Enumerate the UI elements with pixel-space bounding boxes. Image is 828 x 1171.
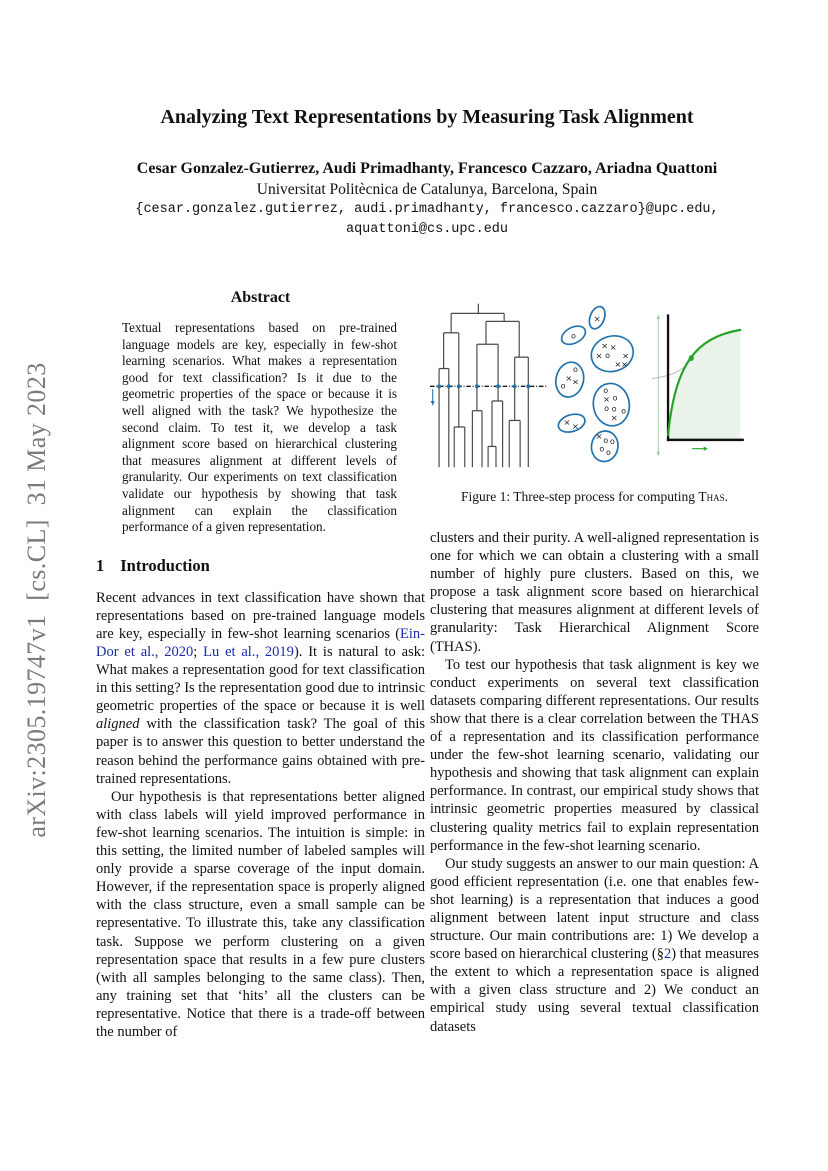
svg-text:×: × [601, 340, 609, 351]
caption-text: Figure 1: Three-step process for computing [460, 489, 699, 504]
svg-text:o: o [609, 437, 615, 447]
svg-text:×: × [571, 420, 579, 431]
svg-text:×: × [603, 394, 611, 405]
svg-text:o: o [603, 436, 609, 446]
abstract-heading: Abstract [230, 289, 291, 306]
emails-line-1: {cesar.gonzalez.gutierrez, audi.primadhanty, francesco.cazzaro}@upc.edu, [135, 202, 719, 217]
arxiv-watermark: arXiv:2305.19747v1 [cs.CL] 31 May 2023 [22, 362, 51, 838]
svg-text:o: o [572, 365, 578, 374]
text-run: ) that measures the extent to which a representation space is aligned with a given class structure and 2) We conduct an empirical study using several textual classification datasets [430, 946, 759, 1035]
svg-text:×: × [595, 431, 603, 442]
svg-text:×: × [563, 417, 571, 428]
text-run: Our study suggests an answer to our main question: A good efficient representation (i.e. one that enables few-shot learning) is a representation that induces a good alignment between latent input structure and class structure. Our main contributions are: 1) We develop a score based on hierarchical clustering (§ [430, 855, 759, 963]
svg-text:o: o [621, 406, 627, 416]
emphasis-aligned: aligned [96, 716, 140, 733]
svg-text:o: o [606, 448, 611, 458]
clusters-panel [548, 289, 652, 474]
intro-paragraph-1 [96, 589, 425, 788]
abstract-text: Textual representations based on pre-trained language models are key, especially in few-shot learning scenarios. What makes a representation good for text classification? Is it due to the geometric properties of the space or because it is well aligned with the task? We hypothesize the second claim. To test it, we develop a task alignment score based on hierarchical clustering that measures alignment at different levels of granularity. Our experiments on text classification validate our hypothesis by showing that task alignment can explain the classification performance of a given representation. [122, 320, 397, 535]
svg-text:×: × [593, 313, 601, 324]
svg-text:o: o [605, 351, 611, 361]
svg-text:×: × [595, 350, 603, 361]
svg-text:×: × [621, 350, 630, 361]
text-run: Recent advances in text classification have shown that representations based on pre-trained language models are key, especially in few-shot learning scenarios ( [96, 589, 425, 642]
svg-text:×: × [571, 376, 579, 387]
caption-text: . [724, 489, 729, 504]
citation-ein-dor-2020[interactable]: Ein-Dor et al., 2020 [96, 625, 425, 660]
svg-text:×: × [565, 372, 573, 383]
svg-text:o: o [612, 393, 618, 403]
svg-text:o: o [599, 444, 605, 454]
section-1-heading [96, 556, 425, 576]
text-run: ). It is natural to ask: What makes a representation good for text classification in this setting? Is the representation good due to intrinsic geometric properties of the space or because it is well [96, 644, 426, 715]
curve-panel [652, 289, 759, 474]
left-column [96, 289, 425, 1041]
svg-text:o: o [611, 404, 617, 414]
citation-lu-2019[interactable]: Lu et al., 2019 [203, 644, 294, 660]
figure-1-caption [430, 489, 759, 505]
section-2-link[interactable]: 2 [663, 946, 672, 963]
paper-title: Analyzing Text Representations by Measuring Task Alignment [160, 106, 694, 128]
figure-1 [430, 289, 759, 477]
text-run: with the classification task? The goal of this paper is to answer this question to better understand the reason behind the performance gains obtained with pre-trained representations. [96, 716, 425, 787]
section-1-title: Introduction [120, 555, 210, 575]
text-run: ; [193, 644, 204, 660]
svg-text:×: × [610, 412, 618, 423]
affiliation-line: Universitat Politècnica de Catalunya, Barcelona, Spain [256, 181, 598, 198]
svg-text:o: o [604, 403, 610, 413]
svg-text:×: × [609, 342, 617, 353]
svg-text:o: o [560, 381, 566, 391]
dendrogram-panel [430, 289, 548, 474]
intro-paragraph-2: Our hypothesis is that representations better aligned with class labels will yield improved performance in few-shot learning scenarios. The intuition is simple: in this setting, the limited number of labeled samples will only provide a sparse coverage of the input domain. However, if the representation space is properly aligned with the class structure, even a small sample can be representative. To illustrate this, take any classification task. Suppose we perform clustering on a given representation space that results in a few pure clusters (with all samples belonging to the same class). Then, any training set that ‘hits’ all the clusters can be representative. Notice that there is a trade-off between the number of [96, 788, 425, 1040]
svg-text:×: × [621, 358, 629, 369]
caption-thas: Thas [698, 489, 725, 504]
svg-text:o: o [603, 386, 609, 396]
emails-line-2: aquattoni@cs.upc.edu [345, 222, 509, 237]
authors-line: Cesar Gonzalez-Gutierrez, Audi Primadhanty, Francesco Cazzaro, Ariadna Quattoni [136, 160, 718, 177]
right-paragraph-2: To test our hypothesis that task alignment is key we conduct experiments on several text classification datasets comparing different representations. Our results show that there is a clear correlation between the THAS of a representation and its classification performance under the few-shot learning scenario, validating our hypothesis and showing that task alignment can explain performance. In contrast, our empirical study shows that intrinsic geometric properties measured by classical clustering quality metrics fail to explain representation performance in the few-shot learning scenario. [430, 656, 759, 854]
right-column [430, 289, 759, 1036]
svg-text:×: × [614, 358, 622, 369]
section-1-number: 1 [96, 555, 105, 575]
right-paragraph-1: clusters and their purity. A well-aligned representation is one for which we can obtain a clustering with a small number of highly pure clusters. Based on this, we propose a task alignment score based on hierarchical clustering that measures alignment at different levels of granularity: Task Hierarchical Alignment Score (THAS). [430, 530, 759, 655]
svg-text:o: o [571, 331, 576, 341]
right-paragraph-3 [430, 855, 759, 1036]
